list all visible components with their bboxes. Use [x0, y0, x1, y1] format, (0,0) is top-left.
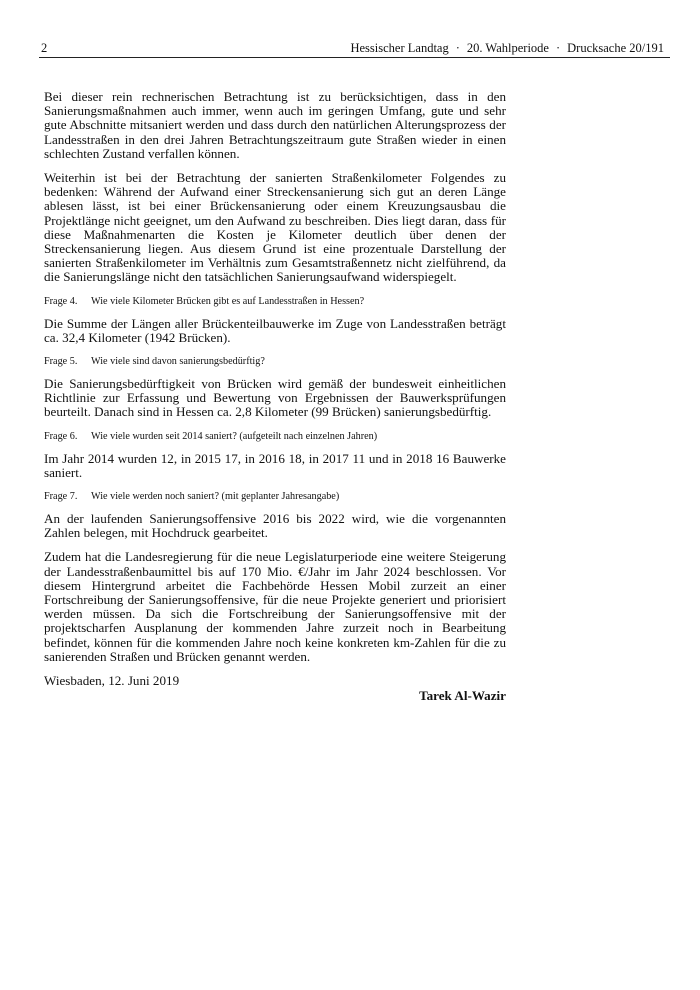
question-text: Wie viele wurden seit 2014 saniert? (aufgeteilt nach einzelnen Jahren) [91, 430, 378, 442]
place-date: Wiesbaden, 12. Juni 2019 [44, 673, 180, 689]
header-meta [350, 41, 664, 55]
header-period: 20. Wahlperiode [466, 41, 549, 55]
header-document-number: Drucksache 20/191 [567, 41, 664, 55]
header-separator: · [555, 41, 561, 55]
body-paragraph: Zudem hat die Landesregierung für die neue Legislaturperiode eine weitere Steigerung der Landesstraßenbaumittel bis auf 170 Mio. €/Jahr im Jahr 2024 beschlossen. Vor diesem Hintergrund arbeitet die Fachbehörde Hessen Mobil zurzeit an einer Fortschreibung der Sanierungsoffensive, für die neue Projekte generiert und priorisiert werden müssen. Da sich die Fortschreibung der Sanierungsoffensive mit der projektscharfen Ausplanung der kommenden Jahre zurzeit noch in Bearbeitung befindet, können für die kommenden Jahre noch keine konkreten km-Zahlen für die zu sanierenden Straßen und Brücken genannt werden. [44, 549, 506, 664]
question-label: Frage 5. [44, 356, 78, 368]
answer-paragraph: An der laufenden Sanierungsoffensive 2016 bis 2022 wird, wie die vorgenannten Zahlen belegen, mit Hochdruck gearbeitet. [44, 511, 506, 541]
page-number: 2 [41, 41, 48, 55]
question-6 [44, 430, 506, 443]
header-separator: · [455, 41, 460, 55]
question-label: Frage 7. [44, 491, 78, 503]
question-4 [44, 295, 506, 308]
question-7 [44, 490, 506, 503]
question-text: Wie viele sind davon sanierungsbedürftig? [91, 356, 265, 368]
document-body [44, 90, 506, 706]
signature-block [44, 674, 506, 706]
body-paragraph: Weiterhin ist bei der Betrachtung der sanierten Straßenkilometer Folgendes zu bedenken: Während der Aufwand einer Streckensanierung sich gut an deren Länge ablesen lässt, ist bei einer Brückensanierung oder einem Kreuzungsausbau die Projektlänge nicht geeignet, um den Aufwand zu beschreiben. Dies liegt daran, dass für diese Maßnahmenarten die Kosten je Kilometer deutlich über denen der Streckensanierung liegen. Aus diesem Grund ist eine prozentuale Darstellung der sanierten Straßenkilometer im Verhältnis zum Gesamtstraßennetz nicht zielführend, da die Sanierungslänge nicht den tatsächlichen Sanierungsaufwand widerspiegelt. [44, 170, 506, 285]
question-5 [44, 355, 506, 368]
body-paragraph: Bei dieser rein rechnerischen Betrachtung ist zu berücksichtigen, dass in den Sanierungsmaßnahmen auch immer, wenn auch im geringen Umfang, gute und sehr gute Abschnitte mitsaniert werden und dass durch den natürlichen Alterungsprozess der Landesstraßen in den drei Jahren Betrachtungszeitraum gute Straßen wieder in einen schlechten Zustand verfallen können. [44, 89, 506, 161]
question-label: Frage 6. [44, 430, 78, 442]
header-publisher: Hessischer Landtag [350, 41, 449, 55]
answer-paragraph: Im Jahr 2014 wurden 12, in 2015 17, in 2016 18, in 2017 11 und in 2018 16 Bauwerke saniert. [44, 450, 506, 480]
question-text: Wie viele Kilometer Brücken gibt es auf Landesstraßen in Hessen? [91, 295, 365, 307]
signer-name: Tarek Al-Wazir [419, 688, 506, 704]
answer-paragraph: Die Sanierungsbedürftigkeit von Brücken wird gemäß der bundesweit einheitlichen Richtlinie zur Erfassung und Bewertung von Ergebnissen der Bauwerksprüfungen beurteilt. Danach sind in Hessen ca. 2,8 Kilometer (99 Brücken) sanierungsbedürftig. [44, 376, 506, 420]
question-label: Frage 4. [44, 295, 78, 307]
page-header [39, 41, 670, 58]
answer-paragraph: Die Summe der Längen aller Brückenteilbauwerke im Zuge von Landesstraßen beträgt ca. 32,4 Kilometer (1942 Brücken). [44, 315, 506, 345]
question-text: Wie viele werden noch saniert? (mit geplanter Jahresangabe) [91, 491, 340, 503]
